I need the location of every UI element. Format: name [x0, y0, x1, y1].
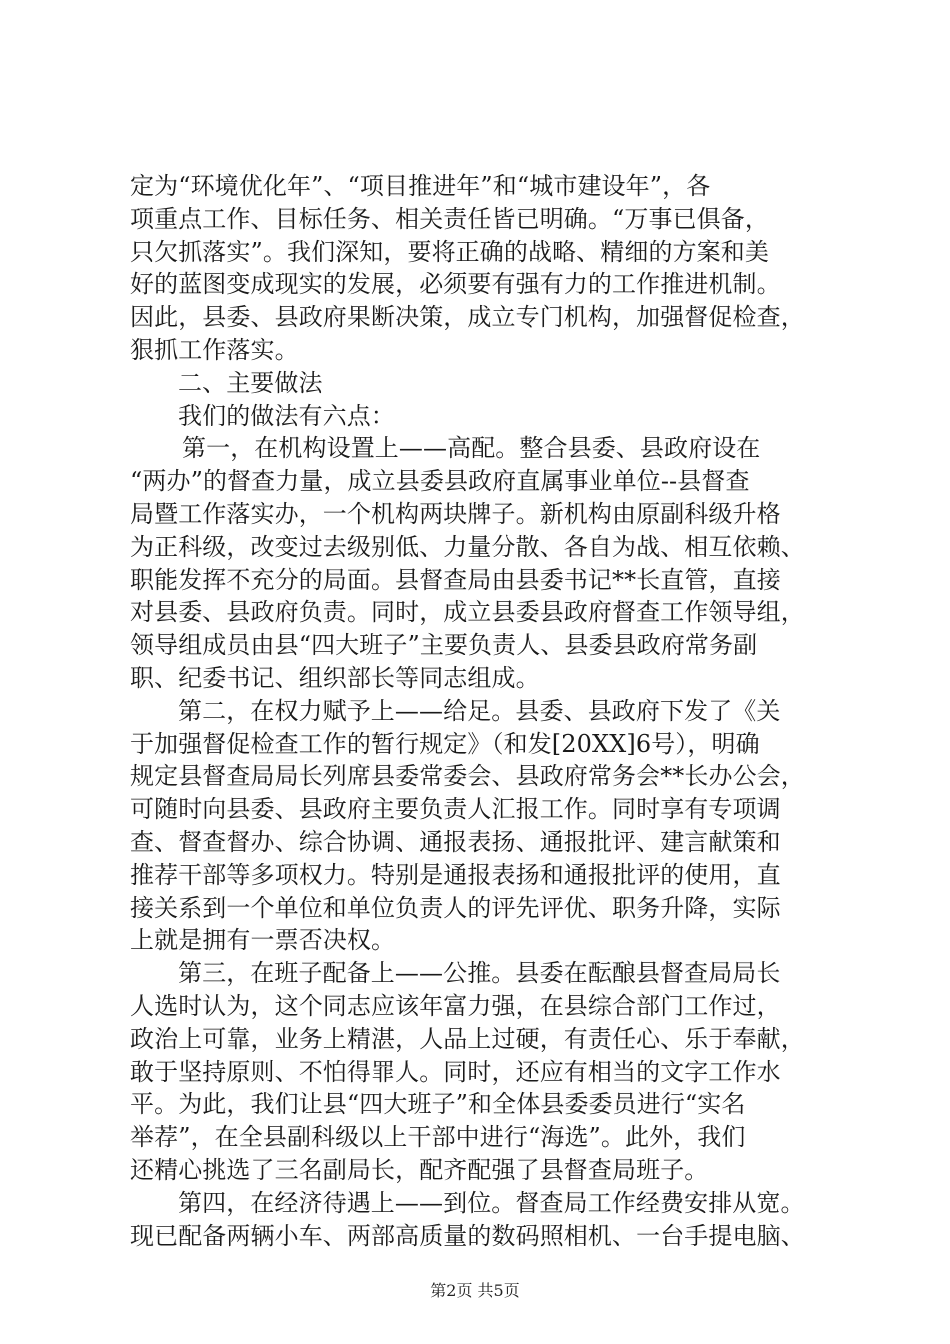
text-line: 敢于坚持原则、不怕得罪人。同时，还应有相当的文字工作水: [130, 1057, 781, 1086]
text-line: 可随时向县委、县政府主要负责人汇报工作。同时享有专项调: [130, 795, 781, 824]
text-line: 上就是拥有一票否决权。: [130, 926, 396, 955]
text-line: 只欠抓落实”。我们深知，要将正确的战略、精细的方案和美: [130, 237, 769, 266]
text-line: 狠抓工作落实。: [130, 335, 299, 364]
paragraph-point-1: [130, 432, 830, 694]
text-line: 还精心挑选了三名副局长，配齐配强了县督查局班子。: [130, 1155, 709, 1184]
paragraph-point-4: [130, 1187, 830, 1253]
text-line: 项重点工作、目标任务、相关责任皆已明确。“万事已俱备，: [130, 204, 769, 233]
text-line: 为正科级，改变过去级别低、力量分散、各自为战、相互依赖、: [130, 532, 805, 561]
text-line: 定为“环境优化年”、“项目推进年”和“城市建设年”，各: [130, 172, 711, 200]
paragraph-six-points: [130, 400, 830, 433]
text-line: 第三，在班子配备上——公推。县委在酝酿县督查局局长: [178, 959, 781, 988]
text-line: 好的蓝图变成现实的发展，必须要有强有力的工作推进机制。: [130, 270, 781, 299]
paragraph-intro-continued: [130, 170, 830, 367]
section-heading: [130, 367, 830, 400]
paragraph-point-2: [130, 695, 830, 957]
text-line: 因此，县委、县政府果断决策，成立专门机构，加强督促检查，: [130, 303, 805, 332]
text-line: 我们的做法有六点：: [178, 401, 395, 430]
text-line: 举荐”，在全县副科级以上干部中进行“海选”。此外，我们: [130, 1123, 746, 1152]
text-line: 政治上可靠，业务上精湛，人品上过硬，有责任心、乐于奉献，: [130, 1024, 805, 1053]
text-line: 接关系到一个单位和单位负责人的评先评优、职务升降，实际: [130, 893, 781, 922]
text-line: “两办”的督查力量，成立县委县政府直属事业单位--县督查: [130, 467, 750, 496]
text-line: 对县委、县政府负责。同时，成立县委县政府督查工作领导组，: [130, 598, 805, 627]
page-footer: 第2页 共5页: [430, 1281, 520, 1300]
text-line: 第二，在权力赋予上——给足。县委、县政府下发了《关: [178, 696, 781, 725]
paragraph-point-3: [130, 957, 830, 1187]
text-line: 领导组成员由县“四大班子”主要负责人、县委县政府常务副: [130, 631, 758, 660]
text-line: 第四，在经济待遇上——到位。督查局工作经费安排从宽。: [178, 1188, 805, 1217]
text-line: 局暨工作落实办，一个机构两块牌子。新机构由原副科级升格: [130, 499, 781, 528]
text-line: 职能发挥不充分的局面。县督查局由县委书记**长直管，直接: [130, 565, 781, 594]
text-line: 查、督查督办、综合协调、通报表扬、通报批评、建言献策和: [130, 827, 781, 856]
heading-main-practices: 二、主要做法: [178, 368, 323, 397]
text-line: 于加强督促检查工作的暂行规定》（和发[20XX]6号），明确: [130, 729, 760, 758]
text-line: 现已配备两辆小车、两部高质量的数码照相机、一台手提电脑、: [130, 1221, 805, 1250]
text-line: 平。为此，我们让县“四大班子”和全体县委委员进行“实名: [130, 1090, 746, 1119]
text-line: 职、纪委书记、组织部长等同志组成。: [130, 663, 540, 692]
text-line: 第一，在机构设置上——高配。整合县委、县政府设在: [182, 434, 761, 463]
text-line: 规定县督查局局长列席县委常委会、县政府常务会**长办公会，: [130, 762, 805, 791]
text-line: 推荐干部等多项权力。特别是通报表扬和通报批评的使用，直: [130, 860, 781, 889]
body-text: [130, 170, 830, 1252]
text-line: 人选时认为，这个同志应该年富力强，在县综合部门工作过，: [130, 991, 781, 1020]
